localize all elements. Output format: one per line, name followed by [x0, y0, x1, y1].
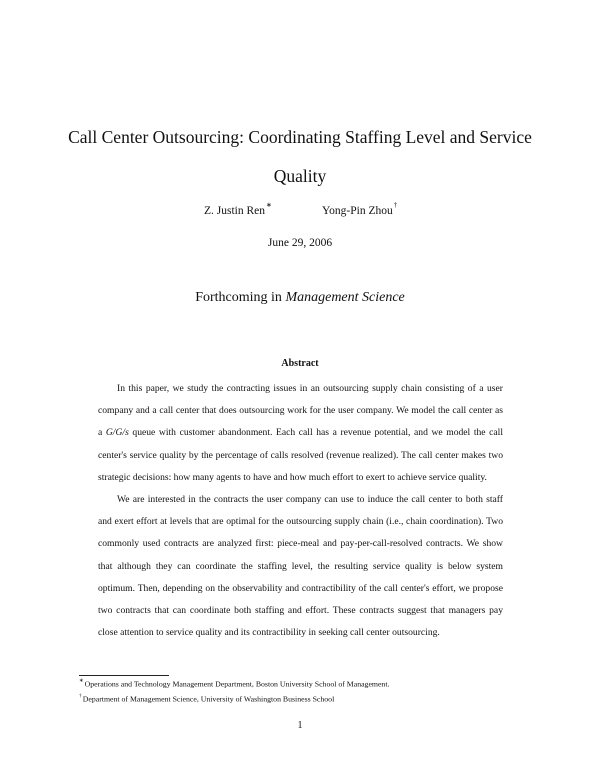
abstract-p1-part-a: In this paper, we study the contracting issues in an outsourcing supply chain consisting of a user company and a call center that does outsourcing work for the user company. We model the call center as a — [98, 383, 503, 439]
page-number: 1 — [297, 720, 303, 731]
abstract-heading: Abstract — [281, 358, 319, 369]
footnote-2 — [79, 691, 519, 706]
author-1-name: Z. Justin Ren — [204, 204, 266, 217]
footnote-2-text: Department of Management Science, University of Washington Business School — [82, 694, 335, 704]
footnote-1-mark: ∗ — [79, 678, 84, 684]
author-1 — [204, 203, 272, 217]
paper-date: June 29, 2006 — [267, 237, 333, 249]
journal-name: Management Science — [285, 290, 405, 305]
forthcoming-prefix: Forthcoming in — [195, 290, 282, 305]
footnote-1 — [79, 676, 519, 691]
author-2-name: Yong-Pin Zhou — [322, 204, 393, 217]
footnote-1-text: Operations and Technology Management Department, Boston University School of Management. — [84, 679, 390, 689]
footnotes — [79, 676, 519, 706]
author-2-mark: † — [393, 201, 398, 209]
forthcoming-note — [0, 290, 600, 306]
abstract-p1-part-b: queue with customer abandonment. Each call has a revenue potential, and we model the call center's service quality by the percentage of calls resolved (revenue realized). The call center makes two strategic decisions: how many agents to have and how much effort to exert to achieve service quality. — [98, 427, 503, 483]
abstract-paragraph-1 — [98, 378, 503, 489]
abstract-body — [98, 378, 503, 644]
abstract-paragraph-2: We are interested in the contracts the user company can use to induce the call center to both staff and exert effort at levels that are optimal for the outsourcing supply chain (i.e., chain coordination). Two commonly used contracts are analyzed first: piece-meal and pay-per-call-resolved contracts. We show that although they can coordinate the staffing level, the resulting service quality is below system optimum. Then, depending on the observability and contractibility of the call center's effort, we propose two contracts that can coordinate both staffing and effort. These contracts suggest that managers pay close attention to service quality and its contractibility in seeking call center outsourcing. — [98, 494, 503, 639]
footnote-2-mark: † — [79, 693, 82, 700]
queue-notation: G/G/s — [105, 427, 129, 439]
paper-title: Call Center Outsourcing: Coordinating Staffing Level and Service Quality — [68, 127, 532, 186]
author-2 — [322, 203, 397, 217]
author-1-mark: ∗ — [266, 201, 272, 209]
